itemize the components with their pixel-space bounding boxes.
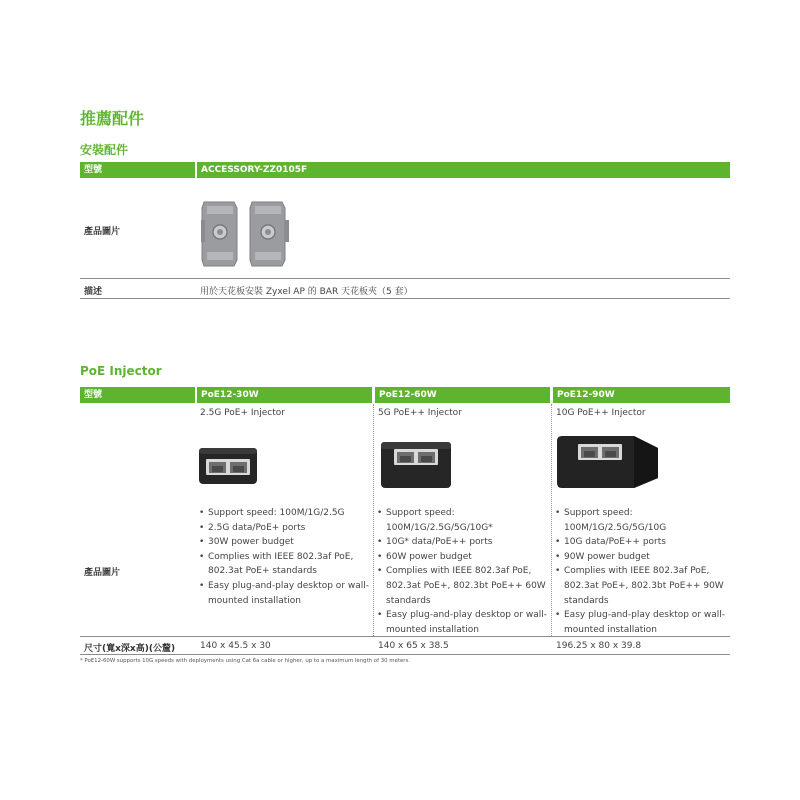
description-label: 描述 <box>84 287 103 297</box>
injector-drawing <box>380 440 452 490</box>
feature-item: • Support speed: 100M/1G/2.5G/5G/10G* <box>377 506 547 535</box>
ceiling-bracket-image <box>198 194 294 270</box>
feature-item: • Complies with IEEE 802.3af PoE, 802.3at PoE+ standards <box>199 550 369 579</box>
dimensions-1: 140 x 45.5 x 30 <box>200 641 271 651</box>
dimensions-3: 196.25 x 80 x 39.8 <box>556 641 642 651</box>
model-header-1: PoE12-30W <box>197 387 372 403</box>
feature-item: • 60W power budget <box>377 550 547 565</box>
product-subtitle-3: 10G PoE++ Injector <box>556 408 646 418</box>
model-header-3: PoE12-90W <box>553 387 730 403</box>
feature-item: • 90W power budget <box>555 550 725 565</box>
table-bottom-line <box>80 298 730 299</box>
dimensions-label: 尺寸(寬x深x高)(公釐) <box>84 644 176 654</box>
section-title-mounting: 安裝配件 <box>80 143 129 157</box>
feature-item: • 30W power budget <box>199 535 369 550</box>
column-divider <box>551 404 552 636</box>
table-header-label: 型號 <box>80 387 195 403</box>
column-divider <box>373 404 374 636</box>
feature-item: • Easy plug-and-play desktop or wall-mounted installation <box>555 608 725 637</box>
row-divider <box>80 278 730 279</box>
accessory-description: 用於天花板安裝 Zyxel AP 的 BAR 天花板夾（5 套） <box>200 287 413 297</box>
image-row-label: 產品圖片 <box>84 227 121 237</box>
poe12-60w-image <box>380 440 452 494</box>
bracket-drawing <box>198 194 294 270</box>
feature-list-2 <box>377 506 547 637</box>
section-title-poe: PoE Injector <box>80 364 162 378</box>
feature-item: • Complies with IEEE 802.3af PoE, 802.3at PoE+, 802.3bt PoE++ 90W standards <box>555 564 725 608</box>
page-title: 推薦配件 <box>80 109 145 128</box>
feature-item: • Easy plug-and-play desktop or wall-mounted installation <box>199 579 369 608</box>
table-header-label: 型號 <box>80 162 195 178</box>
feature-item: • Complies with IEEE 802.3af PoE, 802.3at PoE+, 802.3bt PoE++ 60W standards <box>377 564 547 608</box>
feature-item: • 10G* data/PoE++ ports <box>377 535 547 550</box>
footnote: * PoE12-60W supports 10G speeds with deployments using Cat 6a cable or higher, up to a maximum length of 30 meters. <box>80 658 411 664</box>
row-divider <box>80 636 730 637</box>
image-row-label: 產品圖片 <box>84 568 121 578</box>
poe12-30w-image <box>198 446 258 490</box>
dimensions-2: 140 x 65 x 38.5 <box>378 641 449 651</box>
injector-drawing <box>198 446 258 486</box>
poe12-90w-image <box>556 432 660 494</box>
injector-drawing <box>556 432 660 490</box>
feature-list-1 <box>199 506 369 608</box>
feature-item: • 10G data/PoE++ ports <box>555 535 725 550</box>
table-bottom-line <box>80 654 730 655</box>
feature-item: • 2.5G data/PoE+ ports <box>199 521 369 536</box>
product-subtitle-1: 2.5G PoE+ Injector <box>200 408 285 418</box>
product-subtitle-2: 5G PoE++ Injector <box>378 408 462 418</box>
model-header-2: PoE12-60W <box>375 387 550 403</box>
feature-item: • Easy plug-and-play desktop or wall-mounted installation <box>377 608 547 637</box>
accessory-model: ACCESSORY-ZZ0105F <box>197 162 730 178</box>
feature-item: • Support speed: 100M/1G/2.5G/5G/10G <box>555 506 725 535</box>
feature-item: • Support speed: 100M/1G/2.5G <box>199 506 369 521</box>
feature-list-3 <box>555 506 725 637</box>
